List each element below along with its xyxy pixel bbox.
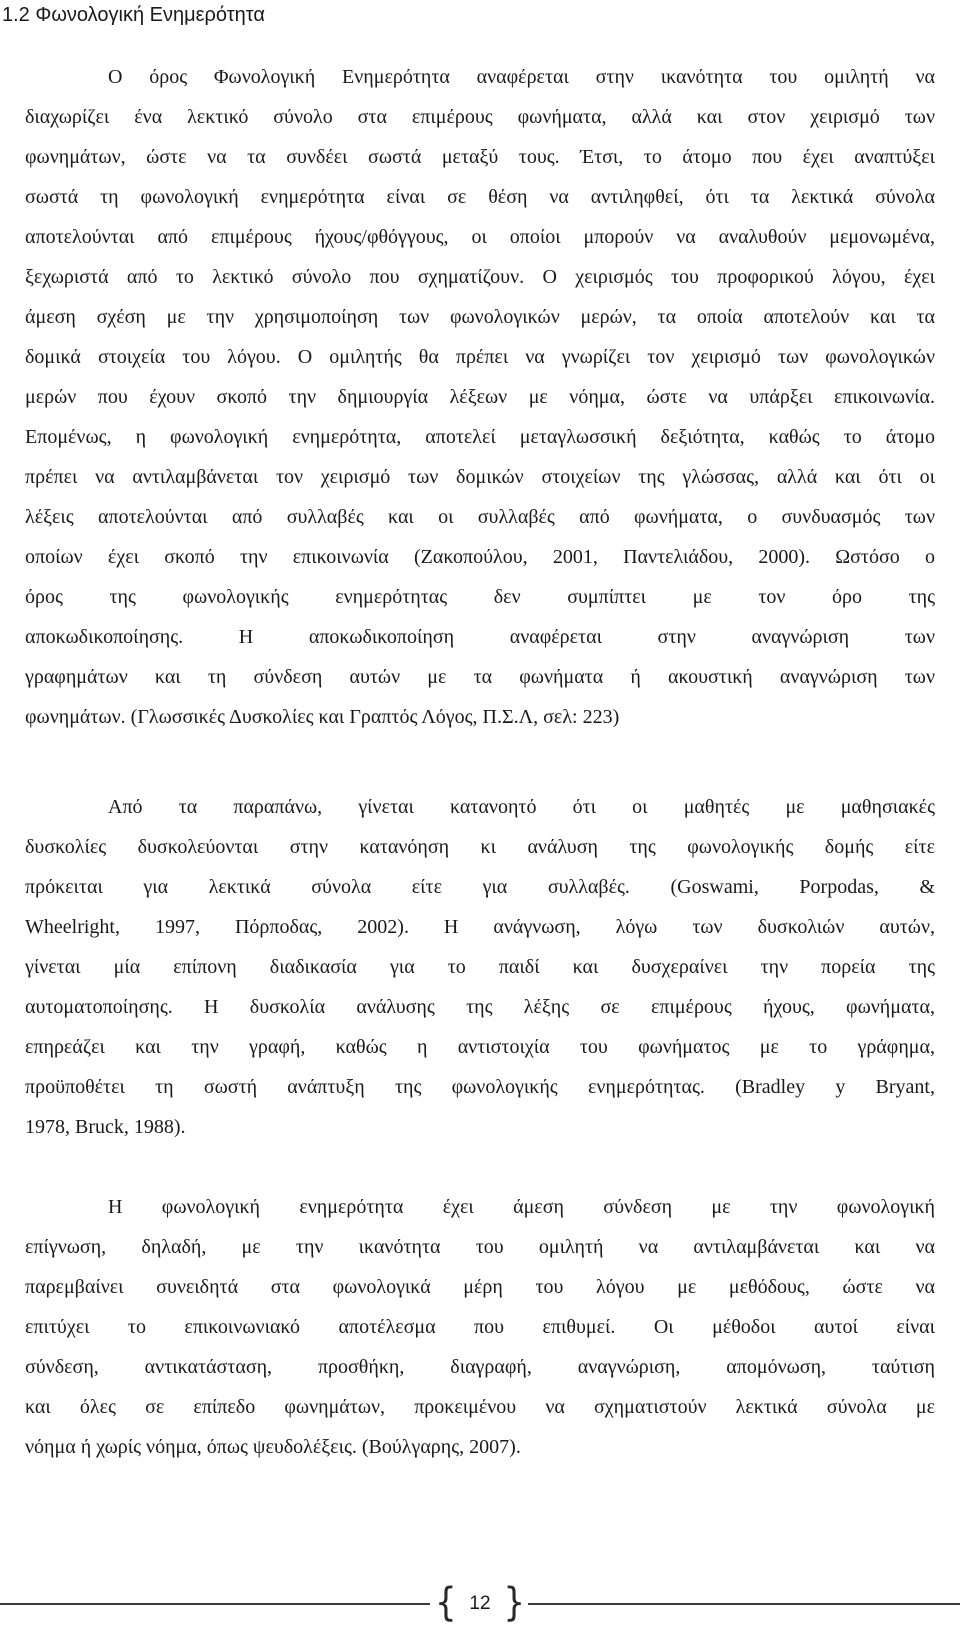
text-line: λέξεις αποτελούνται από συλλαβές και οι συλλαβές από φωνήματα, ο συνδυασμός των bbox=[25, 506, 935, 528]
text-line: αποκωδικοποίησης. Η αποκωδικοποίηση αναφέρεται στην αναγνώριση των bbox=[25, 626, 935, 648]
page-number: 12 bbox=[469, 1593, 491, 1614]
footer-rule-left bbox=[0, 1603, 430, 1605]
text-line: προϋποθέτει τη σωστή ανάπτυξη της φωνολογικής ενημερότητας. (Bradley y Bryant, bbox=[25, 1076, 935, 1098]
text-line: Η φωνολογική ενημερότητα έχει άμεση σύνδεση με την φωνολογική bbox=[108, 1196, 935, 1218]
text-line: φωνημάτων. (Γλωσσικές Δυσκολίες και Γραπτός Λόγος, Π.Σ.Λ, σελ: 223) bbox=[25, 706, 620, 728]
text-line: γραφημάτων και τη σύνδεση αυτών με τα φωνήματα ή ακουστική αναγνώριση των bbox=[25, 666, 935, 688]
paragraph-3 bbox=[25, 1187, 935, 1467]
text-line: επιτύχει το επικοινωνιακό αποτέλεσμα που επιθυμεί. Οι μέθοδοι αυτοί είναι bbox=[25, 1316, 935, 1338]
text-line: επηρεάζει και την γραφή, καθώς η αντιστοιχία του φωνήματος με το γράφημα, bbox=[25, 1036, 935, 1058]
footer-rule-right bbox=[528, 1603, 960, 1605]
text-line: άμεση σχέση με την χρησιμοποίηση των φωνολογικών μερών, τα οποία αποτελούν και τα bbox=[25, 306, 935, 328]
text-line: Ο όρος Φωνολογική Ενημερότητα αναφέρεται στην ικανότητα του ομιλητή να bbox=[108, 66, 935, 88]
text-line: πρέπει να αντιλαμβάνεται τον χειρισμό των δομικών στοιχείων της γλώσσας, αλλά και ότι οι bbox=[25, 466, 935, 488]
text-line: όρος της φωνολογικής ενημερότητας δεν συμπίπτει με τον όρο της bbox=[25, 586, 935, 608]
text-line: Επομένως, η φωνολογική ενημερότητα, αποτελεί μεταγλωσσική δεξιότητα, καθώς το άτομο bbox=[25, 426, 935, 448]
page-number-box bbox=[435, 1580, 525, 1626]
text-line: πρόκειται για λεκτικά σύνολα είτε για συλλαβές. (Goswami, Porpodas, & bbox=[25, 876, 935, 898]
text-line: οποίων έχει σκοπό την επικοινωνία (Ζακοπούλου, 2001, Παντελιάδου, 2000). Ωστόσο ο bbox=[25, 546, 935, 568]
text-line: δυσκολίες δυσκολεύονται στην κατανόηση κι ανάλυση της φωνολογικής δομής είτε bbox=[25, 836, 935, 858]
text-line: ξεχωριστά από το λεκτικό σύνολο που σχηματίζουν. Ο χειρισμός του προφορικού λόγου, έχει bbox=[25, 266, 935, 288]
text-line: γίνεται μία επίπονη διαδικασία για το παιδί και δυσχεραίνει την πορεία της bbox=[25, 956, 935, 978]
text-line: φωνημάτων, ώστε να τα συνδέει σωστά μεταξύ τους. Έτσι, το άτομο που έχει αναπτύξει bbox=[25, 146, 935, 168]
text-line: σωστά τη φωνολογική ενημερότητα είναι σε θέση να αντιληφθεί, ότι τα λεκτικά σύνολα bbox=[25, 186, 935, 208]
text-line: Wheelright, 1997, Πόρποδας, 2002). Η ανάγνωση, λόγω των δυσκολιών αυτών, bbox=[25, 916, 935, 938]
right-brace-icon: } bbox=[503, 1580, 525, 1626]
text-line: 1978, Bruck, 1988). bbox=[25, 1116, 186, 1138]
text-line: διαχωρίζει ένα λεκτικό σύνολο στα επιμέρους φωνήματα, αλλά και στον χειρισμό των bbox=[25, 106, 935, 128]
text-line: αποτελούνται από επιμέρους ήχους/φθόγγους, οι οποίοι μπορούν να αναλυθούν μεμονωμένα, bbox=[25, 226, 935, 248]
text-line: αυτοματοποίησης. Η δυσκολία ανάλυσης της λέξης σε επιμέρους ήχους, φωνήματα, bbox=[25, 996, 935, 1018]
text-line: Από τα παραπάνω, γίνεται κατανοητό ότι οι μαθητές με μαθησιακές bbox=[108, 796, 935, 818]
text-line: παρεμβαίνει συνειδητά στα φωνολογικά μέρη του λόγου με μεθόδους, ώστε να bbox=[25, 1276, 935, 1298]
section-heading: 1.2 Φωνολογική Ενημερότητα bbox=[2, 4, 265, 26]
text-line: και όλες σε επίπεδο φωνημάτων, προκειμένου να σχηματιστούν λεκτικά σύνολα με bbox=[25, 1396, 935, 1418]
text-line: σύνδεση, αντικατάσταση, προσθήκη, διαγραφή, αναγνώριση, απομόνωση, ταύτιση bbox=[25, 1356, 935, 1378]
paragraph-2 bbox=[25, 787, 935, 1147]
paragraph-1 bbox=[25, 57, 935, 737]
text-line: επίγνωση, δηλαδή, με την ικανότητα του ομιλητή να αντιλαμβάνεται και να bbox=[25, 1236, 935, 1258]
text-line: νόημα ή χωρίς νόημα, όπως ψευδολέξεις. (Βούλγαρης, 2007). bbox=[25, 1436, 521, 1458]
left-brace-icon: { bbox=[435, 1580, 457, 1626]
text-line: μερών που έχουν σκοπό την δημιουργία λέξεων με νόημα, ώστε να υπάρξει επικοινωνία. bbox=[25, 386, 935, 408]
text-line: δομικά στοιχεία του λόγου. Ο ομιλητής θα πρέπει να γνωρίζει τον χειρισμό των φωνολογικών bbox=[25, 346, 935, 368]
